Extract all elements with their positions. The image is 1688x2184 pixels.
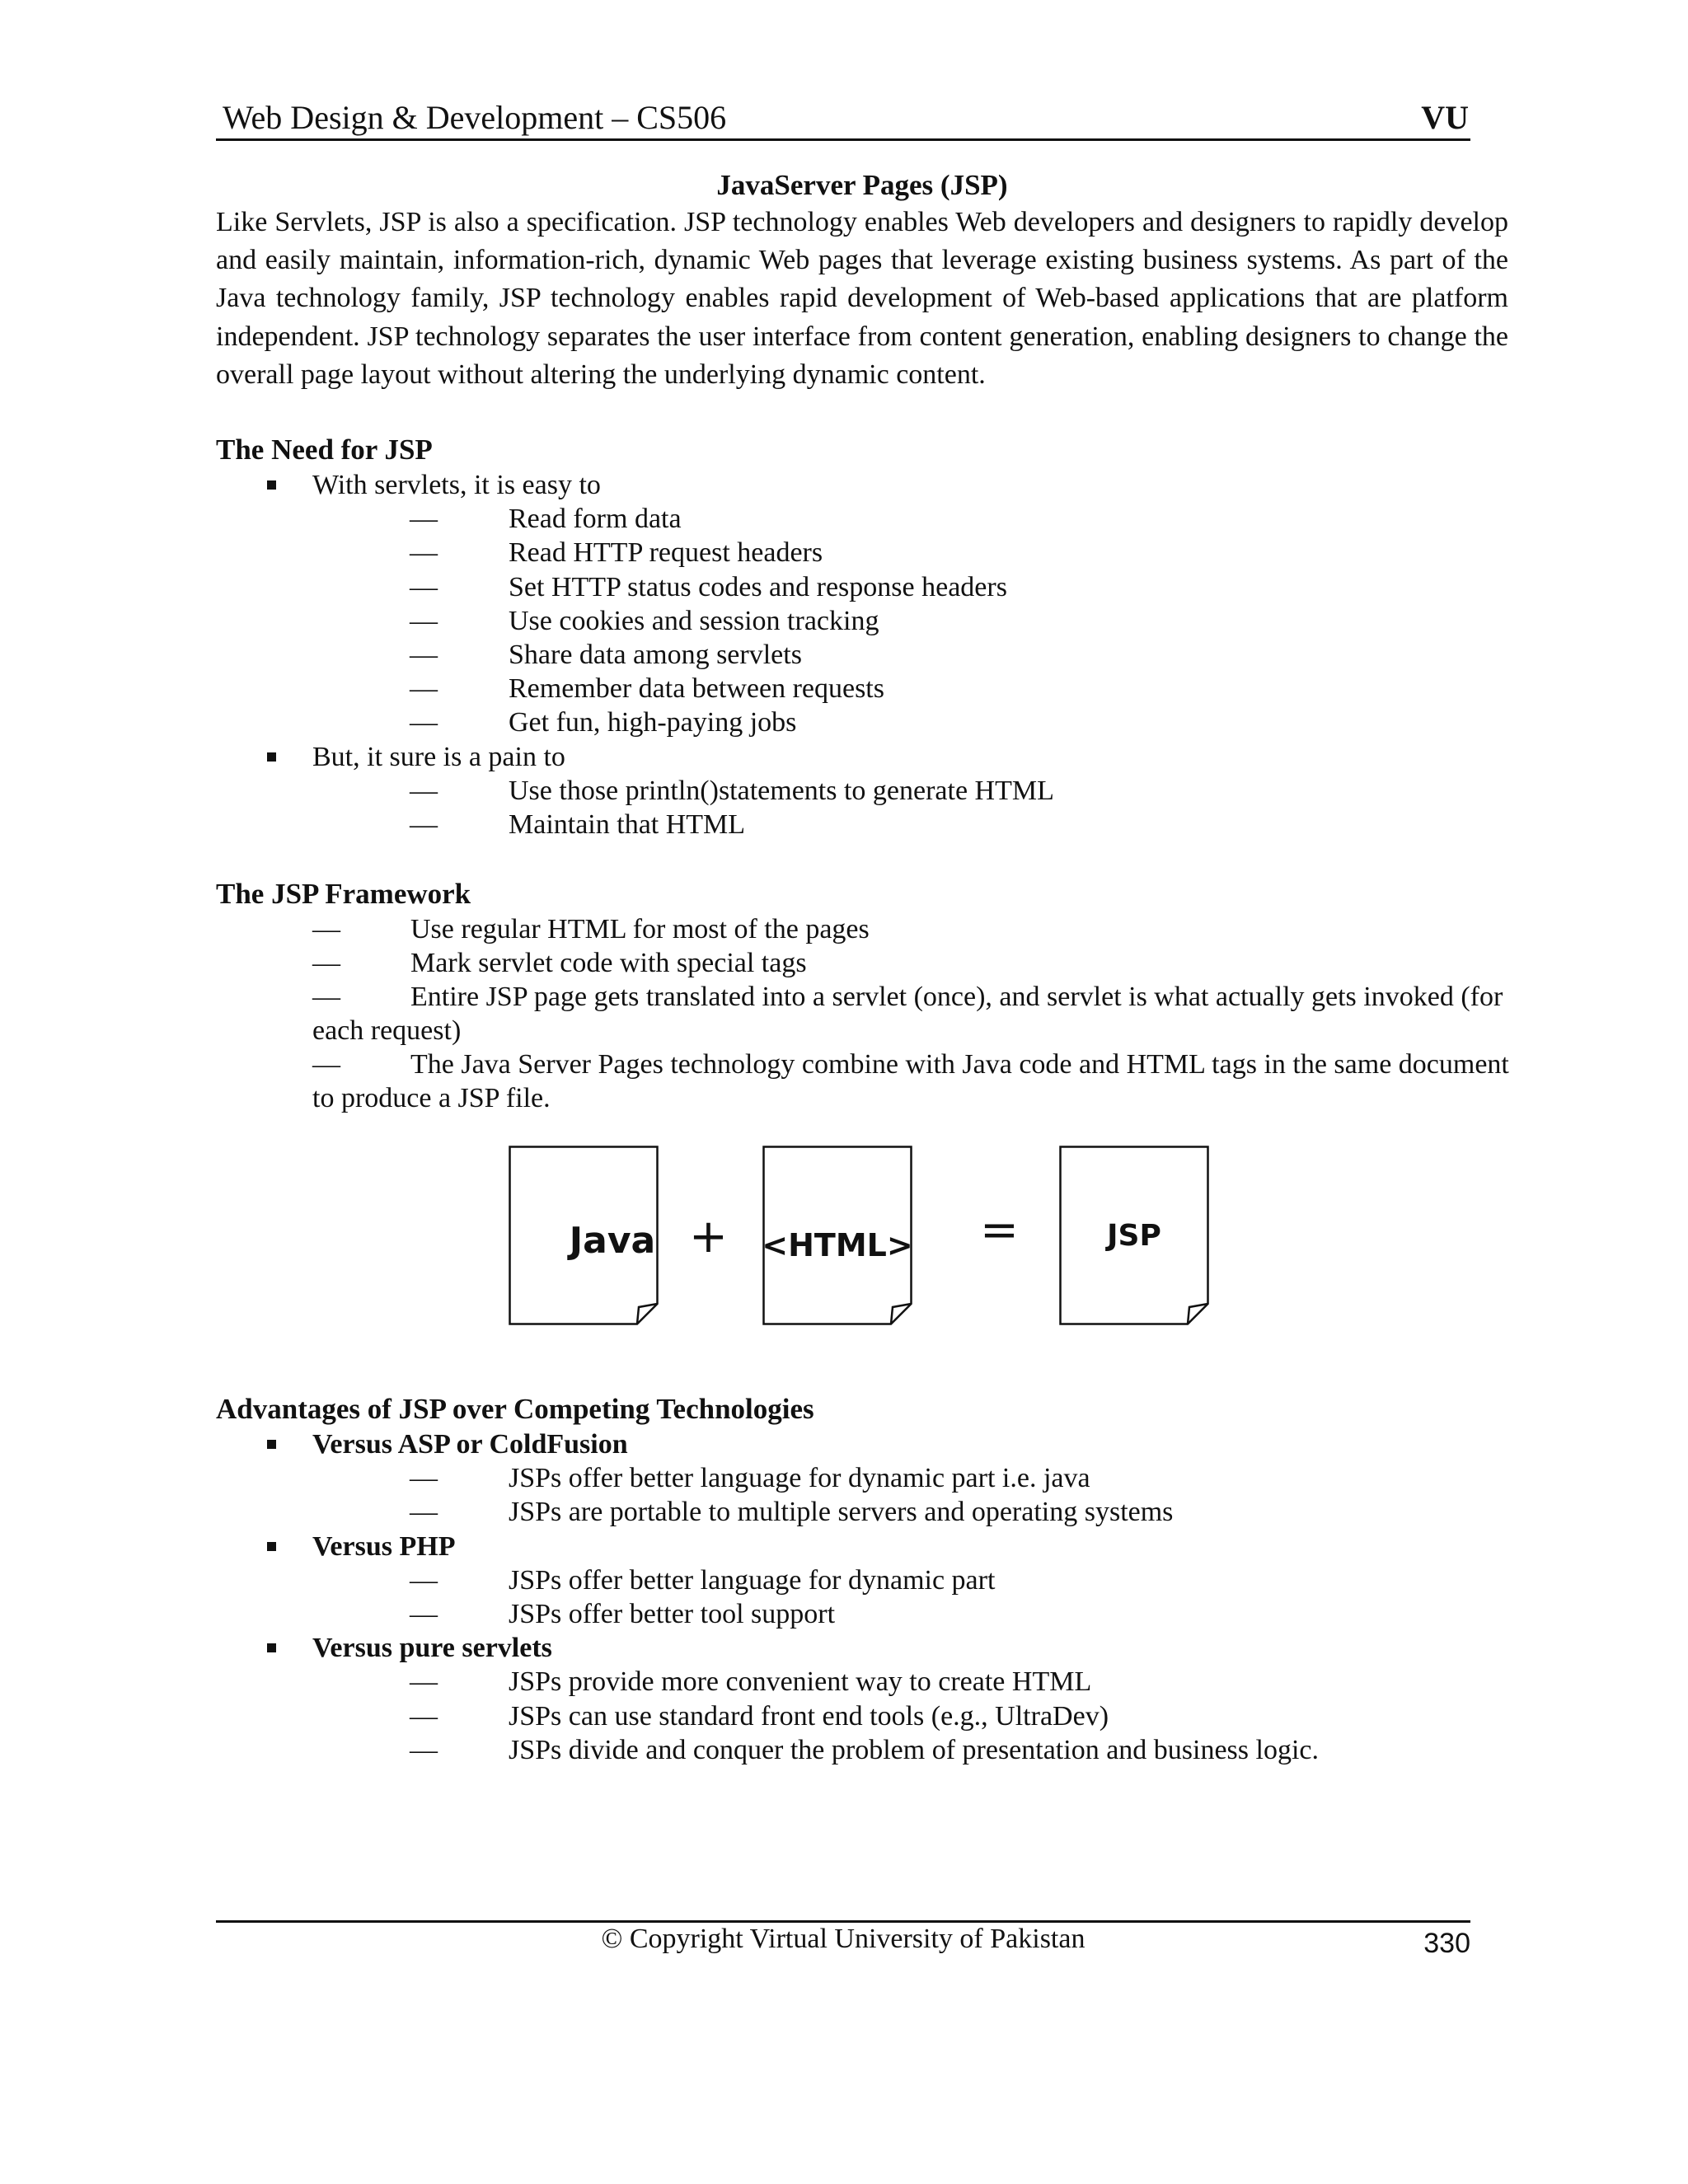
dash-marker: — (312, 948, 340, 978)
dash-marker: — (410, 673, 438, 705)
sub-item (216, 570, 1535, 604)
dash-marker: — (410, 775, 438, 806)
page-header (216, 97, 1470, 141)
sub-item-text: Get fun, high-paying jobs (509, 707, 797, 738)
need-heading: The Need for JSP (216, 434, 433, 466)
java-document-figure (509, 1146, 659, 1325)
sub-item-text: Remember data between requests (509, 673, 884, 705)
course-title: Web Design & Development – CS506 (223, 99, 727, 136)
sub-item (216, 502, 1535, 536)
page-number: 330 (1423, 1928, 1470, 1959)
dash-marker: — (410, 1666, 438, 1698)
plus-sign: + (689, 1210, 728, 1263)
jsp-document-figure (1059, 1146, 1209, 1325)
java-label: Java (569, 1219, 656, 1262)
dash-marker: — (312, 914, 340, 944)
sub-item (216, 1733, 1535, 1767)
dash-marker: — (410, 1564, 438, 1596)
sub-item (216, 808, 1535, 841)
dash-marker: — (410, 1700, 438, 1732)
sub-item (216, 604, 1535, 638)
sub-item-text: JSPs offer better language for dynamic part i.e. java (509, 1463, 1090, 1494)
sub-item-text: Share data among servlets (509, 639, 802, 670)
html-label: <HTML> (762, 1227, 913, 1263)
dash-marker: — (410, 504, 438, 535)
html-document-figure (762, 1146, 912, 1325)
sub-item-text: Set HTTP status codes and response headers (509, 571, 1007, 602)
dash-marker: — (410, 1497, 438, 1528)
sub-item (216, 1495, 1535, 1529)
framework-heading: The JSP Framework (216, 878, 471, 910)
sub-item-text: JSPs provide more convenient way to create HTML (509, 1666, 1092, 1698)
dash-marker: — (410, 1734, 438, 1765)
sub-item-text: Maintain that HTML (509, 808, 746, 840)
sub-item-text: Use those println()statements to generate HTML (509, 775, 1054, 806)
sub-item (216, 1563, 1535, 1597)
sub-item-text: JSPs offer better language for dynamic part (509, 1564, 996, 1596)
dash-marker: — (410, 537, 438, 569)
framework-item (312, 912, 1516, 946)
sub-item (216, 1699, 1535, 1733)
dash-marker: — (410, 1463, 438, 1494)
dash-marker: — (410, 571, 438, 602)
sub-item-text: Read HTTP request headers (509, 537, 823, 569)
sub-item (216, 672, 1535, 705)
bullet-square-icon (267, 1643, 276, 1652)
sub-item-text: Use cookies and session tracking (509, 605, 879, 636)
dash-marker: — (410, 808, 438, 840)
bullet-text: But, it sure is a pain to (312, 741, 565, 772)
framework-item (312, 980, 1516, 1047)
framework-item (312, 1047, 1516, 1115)
sub-item-text: JSPs offer better tool support (509, 1598, 836, 1629)
bullet-item (216, 740, 1535, 774)
dash-marker: — (312, 1049, 340, 1080)
bullet-text: Versus pure servlets (312, 1633, 552, 1664)
bullet-square-icon (267, 1440, 276, 1449)
bullet-item (216, 1530, 1535, 1563)
dash-marker: — (312, 982, 340, 1012)
java-html-jsp-diagram (0, 1137, 1688, 1343)
need-list (216, 468, 1535, 841)
advantages-heading: Advantages of JSP over Competing Technologies (216, 1393, 814, 1425)
sub-item (216, 1665, 1535, 1699)
dash-marker: — (410, 639, 438, 670)
equals-sign: = (980, 1203, 1019, 1257)
bullet-item (216, 1427, 1535, 1461)
dash-marker: — (410, 707, 438, 738)
sub-item-text: Read form data (509, 504, 682, 535)
framework-item (312, 946, 1516, 980)
bullet-text: Versus PHP (312, 1530, 456, 1562)
framework-item-text: The Java Server Pages technology combine with Java code and HTML tags in the same document to produce a JSP file. (312, 1049, 1509, 1113)
copyright-text: © Copyright Virtual University of Pakistan (601, 1924, 1085, 1954)
sub-item-text: JSPs can use standard front end tools (e.g., UltraDev) (509, 1700, 1109, 1732)
sub-item (216, 1461, 1535, 1495)
sub-item (216, 705, 1535, 739)
sub-item (216, 536, 1535, 569)
page-title: JavaServer Pages (JSP) (716, 169, 1008, 201)
advantages-list (216, 1427, 1535, 1767)
bullet-item (216, 1631, 1535, 1665)
framework-item-text: Mark servlet code with special tags (410, 948, 807, 978)
bullet-square-icon (267, 1542, 276, 1551)
dash-marker: — (410, 1598, 438, 1629)
framework-list (312, 912, 1516, 1115)
bullet-text: Versus ASP or ColdFusion (312, 1429, 628, 1460)
dash-marker: — (410, 605, 438, 636)
jsp-label: JSP (1107, 1218, 1161, 1253)
bullet-square-icon (267, 752, 276, 762)
bullet-text: With servlets, it is easy to (312, 470, 601, 500)
framework-item-text: Use regular HTML for most of the pages (410, 914, 870, 944)
bullet-square-icon (267, 480, 276, 490)
framework-item-text: Entire JSP page gets translated into a servlet (once), and servlet is what actually gets invoked (for each request) (312, 982, 1503, 1046)
sub-item (216, 774, 1535, 808)
organization-label: VU (1421, 99, 1469, 136)
sub-item-text: JSPs divide and conquer the problem of presentation and business logic. (509, 1734, 1319, 1765)
intro-paragraph: Like Servlets, JSP is also a specification. JSP technology enables Web developers and designers to rapidly develop and easily maintain, information-rich, dynamic Web pages that leverage existing business systems. As part of the Java technology family, JSP technology enables rapid development of Web-based applications that are platform independent. JSP technology separates the user interface from content generation, enabling designers to change the overall page layout without altering the underlying dynamic content. (216, 207, 1508, 390)
sub-item (216, 1597, 1535, 1631)
sub-item (216, 638, 1535, 672)
sub-item-text: JSPs are portable to multiple servers and operating systems (509, 1497, 1174, 1528)
bullet-item (216, 468, 1535, 502)
